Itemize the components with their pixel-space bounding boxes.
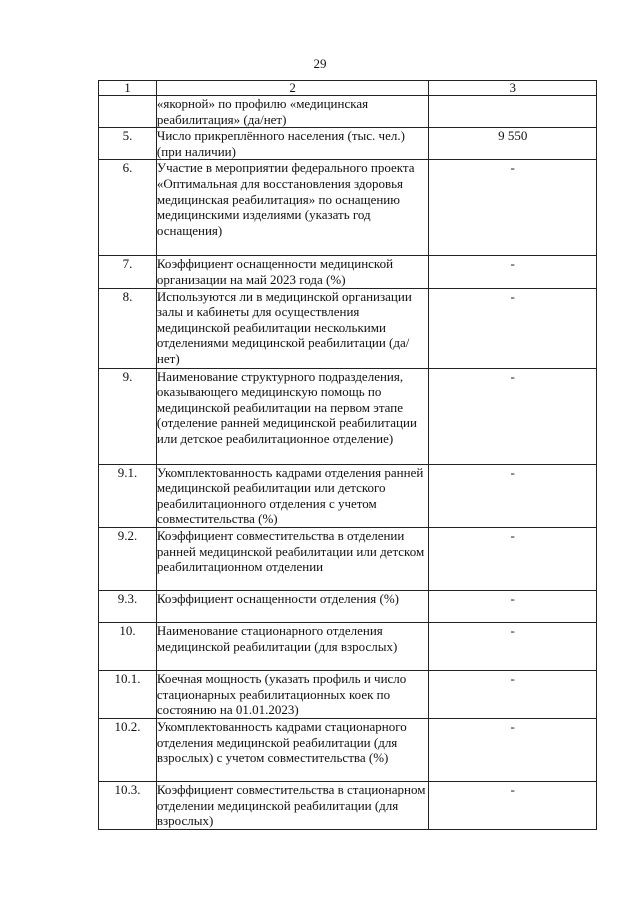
table-row <box>99 128 597 160</box>
table-row <box>99 368 597 464</box>
row-value: - <box>429 160 597 256</box>
row-number: 9. <box>99 368 157 464</box>
table-row <box>99 781 597 829</box>
row-number: 6. <box>99 160 157 256</box>
row-description: Укомплектованность кадрами стационарного отделения медицинской реабилитации (для взрослых) с учетом совместительства (%) <box>156 718 429 781</box>
row-value: - <box>429 781 597 829</box>
row-number: 5. <box>99 128 157 160</box>
header-cell-2: 2 <box>156 81 429 96</box>
row-value: - <box>429 670 597 718</box>
row-value: 9 550 <box>429 128 597 160</box>
row-number: 9.2. <box>99 527 157 590</box>
row-description: Коечная мощность (указать профиль и число стационарных реабилитационных коек по состоянию на 01.01.2023) <box>156 670 429 718</box>
row-value: - <box>429 622 597 670</box>
row-value: - <box>429 718 597 781</box>
row-description: Используются ли в медицинской организации залы и кабинеты для осуществления медицинской реабилитации несколькими отделениями медицинской реабилитации (да/нет) <box>156 288 429 368</box>
row-description: Участие в мероприятии федерального проекта «Оптимальная для восстановления здоровья медицинская реабилитация» по оснащению медицинскими изделиями (указать год оснащения) <box>156 160 429 256</box>
table-row <box>99 718 597 781</box>
table-row <box>99 670 597 718</box>
row-number: 7. <box>99 256 157 288</box>
table-row <box>99 527 597 590</box>
row-description: Коэффициент оснащенности отделения (%) <box>156 590 429 622</box>
row-value: - <box>429 590 597 622</box>
table-row <box>99 464 597 527</box>
row-description: Коэффициент совместительства в стационарном отделении медицинской реабилитации (для взрослых) <box>156 781 429 829</box>
row-description: Коэффициент совместительства в отделении ранней медицинской реабилитации или детском реабилитационном отделении <box>156 527 429 590</box>
table-header-row <box>99 81 597 96</box>
row-description: Коэффициент оснащенности медицинской организации на май 2023 года (%) <box>156 256 429 288</box>
row-description: Укомплектованность кадрами отделения ранней медицинской реабилитации или детского реабилитационного отделения с учетом совместительства (%) <box>156 464 429 527</box>
data-table <box>98 80 597 830</box>
row-value: - <box>429 368 597 464</box>
table-row <box>99 622 597 670</box>
row-number: 10. <box>99 622 157 670</box>
row-description: Наименование структурного подразделения, оказывающего медицинскую помощь по медицинской реабилитации на первом этапе (отделение ранней медицинской реабилитации или детское реабилитационное отделение) <box>156 368 429 464</box>
table-row <box>99 160 597 256</box>
row-value: - <box>429 527 597 590</box>
row-description: Наименование стационарного отделения медицинской реабилитации (для взрослых) <box>156 622 429 670</box>
header-cell-3: 3 <box>429 81 597 96</box>
row-number <box>99 96 157 128</box>
row-value: - <box>429 256 597 288</box>
row-value: - <box>429 464 597 527</box>
header-cell-1: 1 <box>99 81 157 96</box>
table-row <box>99 288 597 368</box>
row-description: Число прикреплённого населения (тыс. чел.) (при наличии) <box>156 128 429 160</box>
row-number: 9.1. <box>99 464 157 527</box>
row-number: 10.3. <box>99 781 157 829</box>
row-number: 10.1. <box>99 670 157 718</box>
table-row <box>99 256 597 288</box>
row-value: - <box>429 288 597 368</box>
table-row <box>99 590 597 622</box>
row-number: 8. <box>99 288 157 368</box>
page-number: 29 <box>313 56 327 71</box>
row-number: 10.2. <box>99 718 157 781</box>
row-number: 9.3. <box>99 590 157 622</box>
row-value <box>429 96 597 128</box>
table-row <box>99 96 597 128</box>
row-description: «якорной» по профилю «медицинская реабилитация» (да/нет) <box>156 96 429 128</box>
